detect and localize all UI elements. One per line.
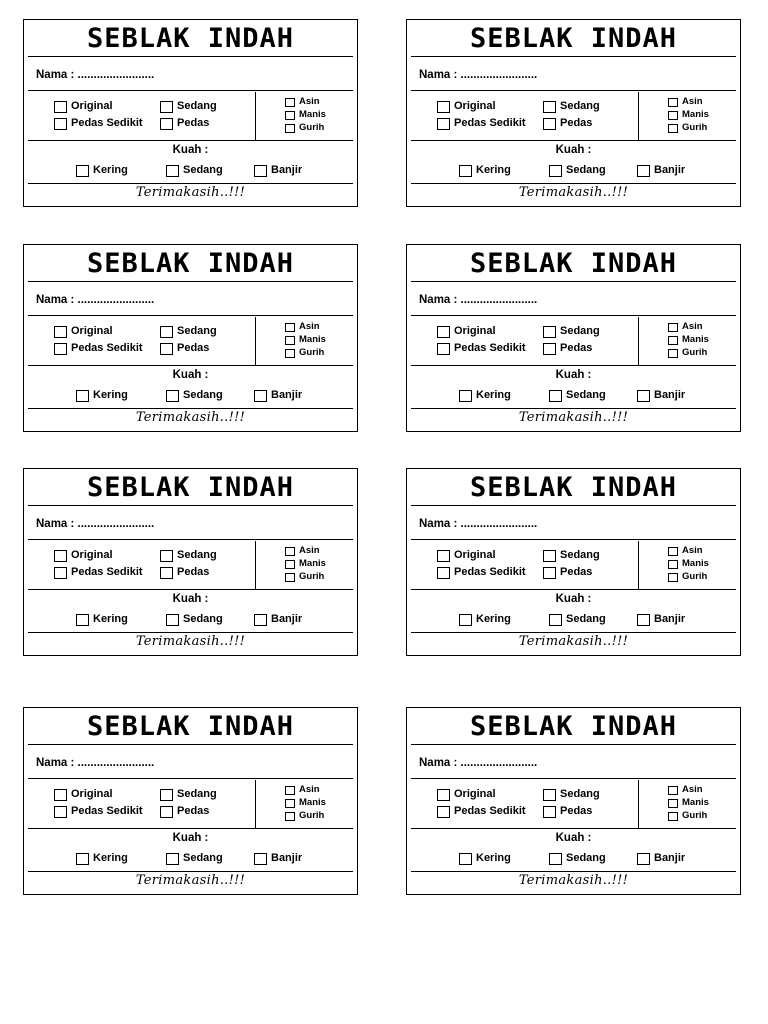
kering-label: Kering [93,613,128,625]
divider [411,744,736,745]
pedas-sedikit-checkbox[interactable] [437,567,450,579]
kuah-label: Kuah : [555,593,592,605]
pedas-sedikit-label: Pedas Sedikit [71,117,143,129]
divider [411,315,736,316]
gurih-checkbox[interactable] [668,124,678,133]
name-field-label: Nama : ........................ [36,69,155,81]
divider [411,140,736,141]
manis-checkbox[interactable] [285,336,295,345]
sedang-level-checkbox[interactable] [160,101,173,113]
divider [28,744,353,745]
divider [28,281,353,282]
sedang-kuah-checkbox[interactable] [549,853,562,865]
kering-checkbox[interactable] [459,853,472,865]
original-checkbox[interactable] [54,789,67,801]
divider [411,505,736,506]
card-title: SEBLAK INDAH [469,248,678,279]
pedas-label: Pedas [560,805,593,817]
gurih-label: Gurih [682,347,708,358]
kering-label: Kering [476,852,511,864]
gurih-label: Gurih [299,122,325,133]
divider [411,828,736,829]
column-divider [638,541,639,589]
original-label: Original [71,549,113,561]
sedang-kuah-label: Sedang [566,852,606,864]
asin-label: Asin [682,545,703,556]
banjir-label: Banjir [654,613,686,625]
asin-label: Asin [682,321,703,332]
original-checkbox[interactable] [437,101,450,113]
pedas-label: Pedas [560,342,593,354]
pedas-label: Pedas [177,117,210,129]
divider [411,56,736,57]
original-checkbox[interactable] [54,326,67,338]
original-label: Original [454,788,496,800]
pedas-checkbox[interactable] [160,806,173,818]
kering-checkbox[interactable] [459,614,472,626]
sedang-level-label: Sedang [177,788,217,800]
divider [411,90,736,91]
divider [28,140,353,141]
banjir-label: Banjir [271,613,303,625]
original-checkbox[interactable] [54,550,67,562]
order-card [406,244,741,432]
order-card [23,468,358,656]
kuah-label: Kuah : [555,832,592,844]
order-card [23,244,358,432]
asin-label: Asin [299,784,320,795]
pedas-checkbox[interactable] [543,567,556,579]
banjir-checkbox[interactable] [637,853,650,865]
pedas-label: Pedas [177,342,210,354]
banjir-label: Banjir [271,389,303,401]
banjir-checkbox[interactable] [254,390,267,402]
manis-label: Manis [682,797,709,808]
name-field-label: Nama : ........................ [36,294,155,306]
manis-checkbox[interactable] [668,560,678,569]
kering-checkbox[interactable] [459,165,472,177]
kering-checkbox[interactable] [459,390,472,402]
pedas-sedikit-checkbox[interactable] [54,343,67,355]
card-title: SEBLAK INDAH [86,472,295,503]
pedas-sedikit-checkbox[interactable] [54,806,67,818]
divider [411,281,736,282]
sedang-kuah-label: Sedang [566,613,606,625]
asin-checkbox[interactable] [285,98,295,107]
name-field-label: Nama : ........................ [36,518,155,530]
kering-checkbox[interactable] [76,390,89,402]
manis-label: Manis [299,109,326,120]
pedas-sedikit-label: Pedas Sedikit [454,117,526,129]
asin-label: Asin [299,321,320,332]
asin-label: Asin [682,96,703,107]
pedas-checkbox[interactable] [160,343,173,355]
asin-label: Asin [299,96,320,107]
manis-label: Manis [682,334,709,345]
sedang-level-label: Sedang [560,788,600,800]
original-label: Original [454,100,496,112]
asin-label: Asin [299,545,320,556]
pedas-sedikit-label: Pedas Sedikit [454,805,526,817]
thank-you-text: Terimakasih..!!! [518,185,629,200]
divider [411,589,736,590]
original-label: Original [454,325,496,337]
sedang-kuah-label: Sedang [566,389,606,401]
banjir-checkbox[interactable] [637,165,650,177]
asin-checkbox[interactable] [668,98,678,107]
divider [411,408,736,409]
divider [411,778,736,779]
order-card [406,707,741,895]
sedang-kuah-label: Sedang [183,389,223,401]
pedas-sedikit-label: Pedas Sedikit [71,805,143,817]
thank-you-text: Terimakasih..!!! [518,634,629,649]
divider [28,315,353,316]
kering-checkbox[interactable] [76,853,89,865]
column-divider [638,92,639,140]
thank-you-text: Terimakasih..!!! [518,873,629,888]
kuah-label: Kuah : [172,144,209,156]
column-divider [638,780,639,828]
divider [28,539,353,540]
divider [28,365,353,366]
gurih-label: Gurih [682,122,708,133]
gurih-checkbox[interactable] [285,812,295,821]
sedang-kuah-checkbox[interactable] [549,390,562,402]
banjir-label: Banjir [654,852,686,864]
pedas-checkbox[interactable] [160,567,173,579]
sedang-kuah-label: Sedang [183,164,223,176]
pedas-label: Pedas [177,566,210,578]
banjir-checkbox[interactable] [254,614,267,626]
kering-label: Kering [476,613,511,625]
original-label: Original [71,325,113,337]
divider [28,505,353,506]
banjir-checkbox[interactable] [254,165,267,177]
sedang-level-checkbox[interactable] [543,326,556,338]
gurih-checkbox[interactable] [668,349,678,358]
banjir-checkbox[interactable] [637,390,650,402]
name-field-label: Nama : ........................ [419,69,538,81]
column-divider [255,541,256,589]
kuah-label: Kuah : [555,369,592,381]
divider [28,183,353,184]
pedas-checkbox[interactable] [160,118,173,130]
manis-label: Manis [682,558,709,569]
gurih-label: Gurih [682,571,708,582]
divider [28,871,353,872]
original-label: Original [71,100,113,112]
divider [28,589,353,590]
asin-checkbox[interactable] [285,786,295,795]
kuah-label: Kuah : [172,369,209,381]
gurih-label: Gurih [682,810,708,821]
manis-label: Manis [299,334,326,345]
asin-checkbox[interactable] [668,547,678,556]
card-title: SEBLAK INDAH [469,23,678,54]
gurih-checkbox[interactable] [668,812,678,821]
sedang-level-label: Sedang [560,325,600,337]
card-title: SEBLAK INDAH [469,472,678,503]
asin-checkbox[interactable] [668,786,678,795]
asin-checkbox[interactable] [285,547,295,556]
divider [411,632,736,633]
sedang-level-label: Sedang [177,325,217,337]
kering-label: Kering [476,164,511,176]
original-label: Original [454,549,496,561]
original-checkbox[interactable] [437,326,450,338]
pedas-sedikit-checkbox[interactable] [437,118,450,130]
sedang-kuah-label: Sedang [183,613,223,625]
kering-checkbox[interactable] [76,614,89,626]
divider [411,871,736,872]
manis-checkbox[interactable] [668,336,678,345]
pedas-label: Pedas [560,117,593,129]
sedang-kuah-checkbox[interactable] [549,165,562,177]
manis-label: Manis [299,797,326,808]
card-title: SEBLAK INDAH [86,248,295,279]
kuah-label: Kuah : [172,832,209,844]
original-checkbox[interactable] [437,550,450,562]
divider [28,408,353,409]
manis-label: Manis [299,558,326,569]
name-field-label: Nama : ........................ [36,757,155,769]
column-divider [255,780,256,828]
order-card [23,19,358,207]
asin-label: Asin [682,784,703,795]
sedang-level-label: Sedang [560,549,600,561]
gurih-checkbox[interactable] [285,573,295,582]
pedas-checkbox[interactable] [543,343,556,355]
banjir-label: Banjir [654,389,686,401]
thank-you-text: Terimakasih..!!! [135,873,246,888]
thank-you-text: Terimakasih..!!! [135,185,246,200]
pedas-sedikit-label: Pedas Sedikit [71,566,143,578]
sedang-kuah-checkbox[interactable] [549,614,562,626]
sedang-level-checkbox[interactable] [160,789,173,801]
kuah-label: Kuah : [172,593,209,605]
column-divider [255,92,256,140]
banjir-label: Banjir [654,164,686,176]
card-title: SEBLAK INDAH [86,23,295,54]
sedang-level-label: Sedang [177,100,217,112]
pedas-checkbox[interactable] [543,806,556,818]
sedang-level-label: Sedang [177,549,217,561]
asin-checkbox[interactable] [285,323,295,332]
divider [411,183,736,184]
gurih-label: Gurih [299,571,325,582]
banjir-label: Banjir [271,852,303,864]
banjir-label: Banjir [271,164,303,176]
sedang-level-label: Sedang [560,100,600,112]
pedas-checkbox[interactable] [543,118,556,130]
divider [411,539,736,540]
original-checkbox[interactable] [54,101,67,113]
order-card [23,707,358,895]
kering-label: Kering [93,164,128,176]
sedang-kuah-checkbox[interactable] [166,165,179,177]
pedas-sedikit-checkbox[interactable] [437,806,450,818]
banjir-checkbox[interactable] [254,853,267,865]
pedas-sedikit-checkbox[interactable] [437,343,450,355]
order-card [406,468,741,656]
divider [28,56,353,57]
kuah-label: Kuah : [555,144,592,156]
card-title: SEBLAK INDAH [469,711,678,742]
pedas-sedikit-label: Pedas Sedikit [454,566,526,578]
kering-label: Kering [93,389,128,401]
pedas-sedikit-checkbox[interactable] [54,118,67,130]
sedang-level-checkbox[interactable] [543,550,556,562]
original-label: Original [71,788,113,800]
manis-checkbox[interactable] [668,111,678,120]
gurih-checkbox[interactable] [285,349,295,358]
divider [28,828,353,829]
gurih-checkbox[interactable] [285,124,295,133]
pedas-sedikit-label: Pedas Sedikit [71,342,143,354]
sedang-kuah-checkbox[interactable] [166,853,179,865]
thank-you-text: Terimakasih..!!! [135,410,246,425]
original-checkbox[interactable] [437,789,450,801]
name-field-label: Nama : ........................ [419,294,538,306]
manis-checkbox[interactable] [285,111,295,120]
gurih-checkbox[interactable] [668,573,678,582]
pedas-label: Pedas [177,805,210,817]
pedas-sedikit-checkbox[interactable] [54,567,67,579]
pedas-sedikit-label: Pedas Sedikit [454,342,526,354]
sedang-level-checkbox[interactable] [543,789,556,801]
sedang-level-checkbox[interactable] [543,101,556,113]
card-title: SEBLAK INDAH [86,711,295,742]
manis-label: Manis [682,109,709,120]
sedang-kuah-checkbox[interactable] [166,614,179,626]
manis-checkbox[interactable] [668,799,678,808]
manis-checkbox[interactable] [285,799,295,808]
sedang-level-checkbox[interactable] [160,550,173,562]
gurih-label: Gurih [299,810,325,821]
thank-you-text: Terimakasih..!!! [135,634,246,649]
column-divider [638,317,639,365]
sedang-kuah-label: Sedang [566,164,606,176]
kering-label: Kering [476,389,511,401]
banjir-checkbox[interactable] [637,614,650,626]
kering-checkbox[interactable] [76,165,89,177]
column-divider [255,317,256,365]
sedang-kuah-checkbox[interactable] [166,390,179,402]
kering-label: Kering [93,852,128,864]
name-field-label: Nama : ........................ [419,518,538,530]
order-card [406,19,741,207]
sedang-level-checkbox[interactable] [160,326,173,338]
divider [28,632,353,633]
asin-checkbox[interactable] [668,323,678,332]
divider [28,778,353,779]
manis-checkbox[interactable] [285,560,295,569]
sedang-kuah-label: Sedang [183,852,223,864]
divider [28,90,353,91]
thank-you-text: Terimakasih..!!! [518,410,629,425]
name-field-label: Nama : ........................ [419,757,538,769]
divider [411,365,736,366]
gurih-label: Gurih [299,347,325,358]
pedas-label: Pedas [560,566,593,578]
